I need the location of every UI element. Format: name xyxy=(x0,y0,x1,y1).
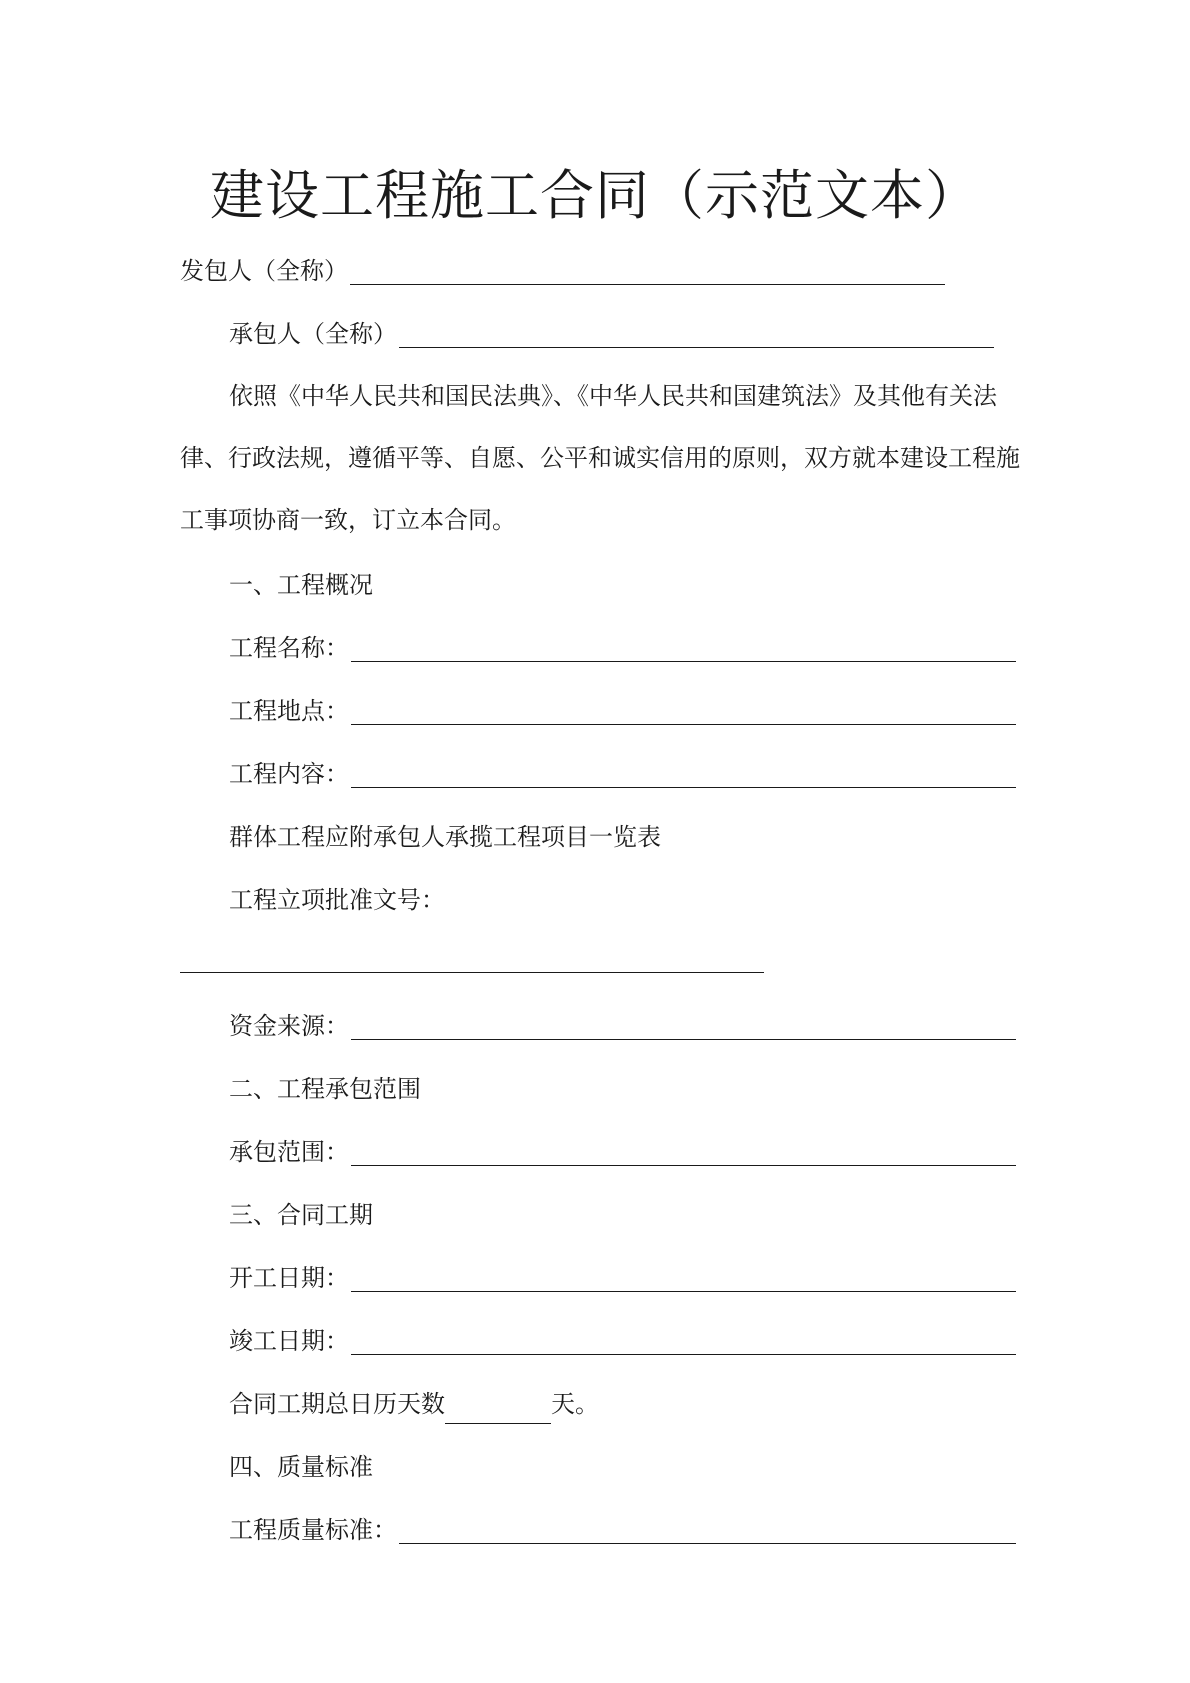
total-days-prefix: 合同工期总日历天数 xyxy=(229,1390,445,1418)
funding-source-blank[interactable] xyxy=(351,1009,1016,1040)
total-days-blank[interactable] xyxy=(445,1393,551,1424)
start-date-line xyxy=(229,1258,1016,1298)
project-location-label: 工程地点： xyxy=(229,697,349,725)
group-project-note-line xyxy=(229,817,994,857)
completion-date-blank[interactable] xyxy=(351,1324,1016,1355)
start-date-label: 开工日期： xyxy=(229,1264,349,1292)
contract-scope-blank[interactable] xyxy=(351,1135,1016,1166)
funding-source-line xyxy=(229,1006,1016,1046)
start-date-blank[interactable] xyxy=(351,1261,1016,1292)
section-1-heading-line xyxy=(229,565,994,605)
project-content-label: 工程内容： xyxy=(229,760,349,788)
contract-scope-line xyxy=(229,1132,1016,1172)
approval-number-blank[interactable] xyxy=(180,972,764,973)
section-3-heading-line xyxy=(229,1195,994,1235)
project-content-blank[interactable] xyxy=(351,757,1016,788)
document-title: 建设工程施工合同（示范文本） xyxy=(210,164,980,227)
quality-standard-label: 工程质量标准： xyxy=(229,1516,397,1544)
project-location-line xyxy=(229,691,1016,731)
employer-line xyxy=(180,251,945,291)
completion-date-label: 竣工日期： xyxy=(229,1327,349,1355)
group-project-note: 群体工程应附承包人承揽工程项目一览表 xyxy=(229,823,661,851)
total-days-suffix: 天。 xyxy=(551,1390,599,1418)
project-name-line xyxy=(229,628,1016,668)
contractor-name-blank[interactable] xyxy=(399,317,994,348)
completion-date-line xyxy=(229,1321,1016,1361)
quality-standard-blank[interactable] xyxy=(399,1513,1016,1544)
total-days-line xyxy=(229,1384,994,1424)
section-2-heading-line xyxy=(229,1069,994,1109)
project-location-blank[interactable] xyxy=(351,694,1016,725)
project-name-blank[interactable] xyxy=(351,631,1016,662)
employer-name-blank[interactable] xyxy=(350,254,945,285)
section-1-heading: 一、工程概况 xyxy=(229,571,373,599)
approval-number-line xyxy=(229,880,994,920)
quality-standard-line xyxy=(229,1510,1016,1550)
section-3-heading: 三、合同工期 xyxy=(229,1201,373,1229)
approval-number-label: 工程立项批准文号： xyxy=(229,886,445,914)
section-4-heading-line xyxy=(229,1447,994,1487)
project-name-label: 工程名称： xyxy=(229,634,349,662)
project-content-line xyxy=(229,754,1016,794)
funding-source-label: 资金来源： xyxy=(229,1012,349,1040)
section-2-heading: 二、工程承包范围 xyxy=(229,1075,421,1103)
contract-scope-label: 承包范围： xyxy=(229,1138,349,1166)
contractor-label: 承包人（全称） xyxy=(229,320,397,348)
intro-paragraph: 依照《中华人民共和国民法典》、《中华人民共和国建筑法》及其他有关法律、行政法规，遵循平等、自愿、公平和诚实信用的原则，双方就本建设工程施工事项协商一致，订立本合同。 xyxy=(180,382,1020,534)
contractor-line xyxy=(229,314,994,354)
section-4-heading: 四、质量标准 xyxy=(229,1453,373,1481)
employer-label: 发包人（全称） xyxy=(180,257,348,285)
